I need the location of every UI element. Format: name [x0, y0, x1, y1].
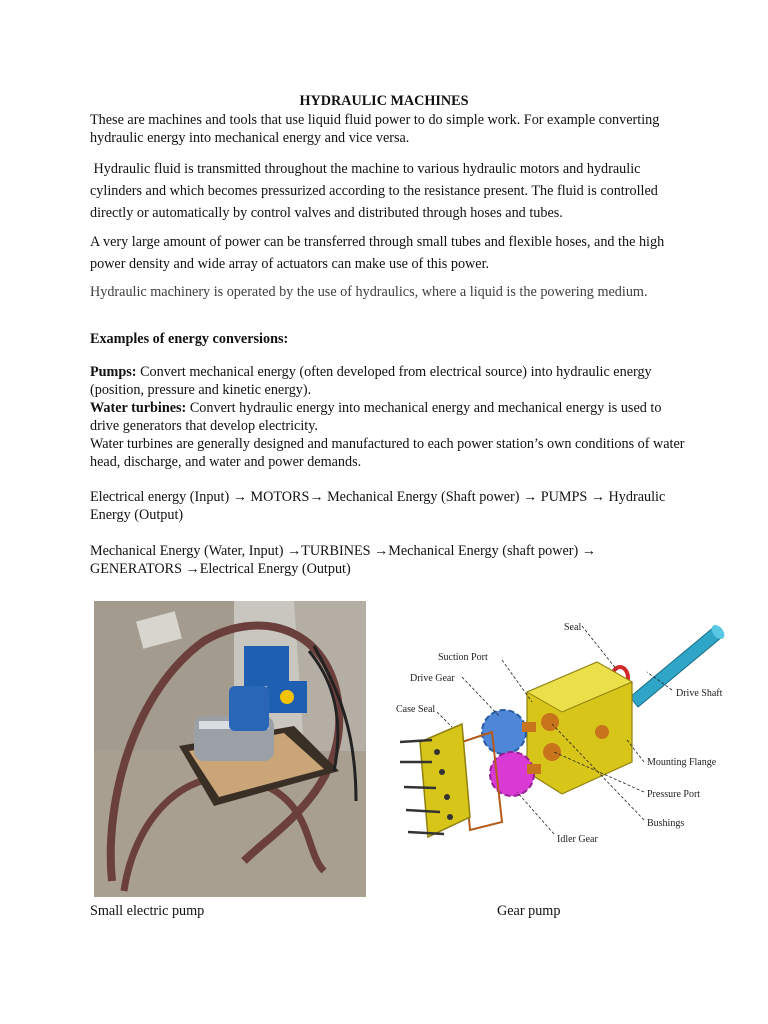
turbines-design-paragraph: Water turbines are generally designed and manufactured to each power station’s own conditions of water head, discharge, and water and power demands.: [90, 436, 685, 470]
examples-heading: Examples of energy conversions:: [90, 331, 289, 347]
electric-pump-photo: [94, 601, 366, 897]
fluid-paragraph: [90, 158, 690, 224]
gear-pump-diagram: [392, 612, 742, 862]
label-mounting-flange: Mounting Flange: [647, 757, 717, 768]
document-title: HYDRAULIC MACHINES: [299, 93, 469, 109]
label-suction-port: Suction Port: [438, 652, 488, 663]
pumps-definition: [90, 363, 690, 399]
power-paragraph: A very large amount of power can be transferred through small tubes and flexible hoses, and the high power density and wide array of actuators can make use of this power.: [90, 234, 665, 272]
diagram-caption: Gear pump: [497, 903, 561, 919]
label-drive-shaft: Drive Shaft: [676, 688, 723, 699]
label-idler-gear: Idler Gear: [557, 834, 598, 845]
photo-caption: Small electric pump: [90, 903, 205, 919]
label-case-seal: Case Seal: [396, 704, 436, 715]
gear-pump-illustration: [392, 612, 742, 862]
turbines-text: Convert hydraulic energy into mechanical energy and mechanical energy is used to drive generators that develop electricity.: [90, 400, 662, 434]
intro-paragraph: These are machines and tools that use liquid fluid power to do simple work. For example converting hydraulic energy into mechanical energy and vice versa.: [90, 112, 660, 146]
turbine-energy-chain: Mechanical Energy (Water, Input) →TURBINES →Mechanical Energy (shaft power) → GENERATORS →Electrical Energy (Output): [90, 543, 596, 577]
electric-pump-illustration: [94, 601, 366, 897]
pumps-label: Pumps:: [90, 364, 137, 380]
medium-paragraph: Hydraulic machinery is operated by the use of hydraulics, where a liquid is the powering medium.: [90, 284, 648, 300]
turbines-definition: [90, 399, 690, 435]
label-drive-gear: Drive Gear: [410, 673, 455, 684]
label-seal: Seal: [564, 622, 582, 633]
label-pressure-port: Pressure Port: [647, 789, 701, 800]
label-bushings: Bushings: [647, 818, 685, 829]
turbines-label: Water turbines:: [90, 400, 187, 416]
fluid-paragraph-text: Hydraulic fluid is transmitted throughout the machine to various hydraulic motors and hydraulic cylinders and which becomes pressurized according to the resistance present. The fluid is controlled directly or automatically by control valves and distributed through hoses and tubes.: [90, 161, 658, 221]
pump-energy-chain: Electrical energy (Input) → MOTORS→ Mechanical Energy (Shaft power) → PUMPS → Hydraulic Energy (Output): [90, 489, 666, 523]
pumps-text: Convert mechanical energy (often developed from electrical source) into hydraulic energy (position, pressure and kinetic energy).: [90, 364, 652, 398]
